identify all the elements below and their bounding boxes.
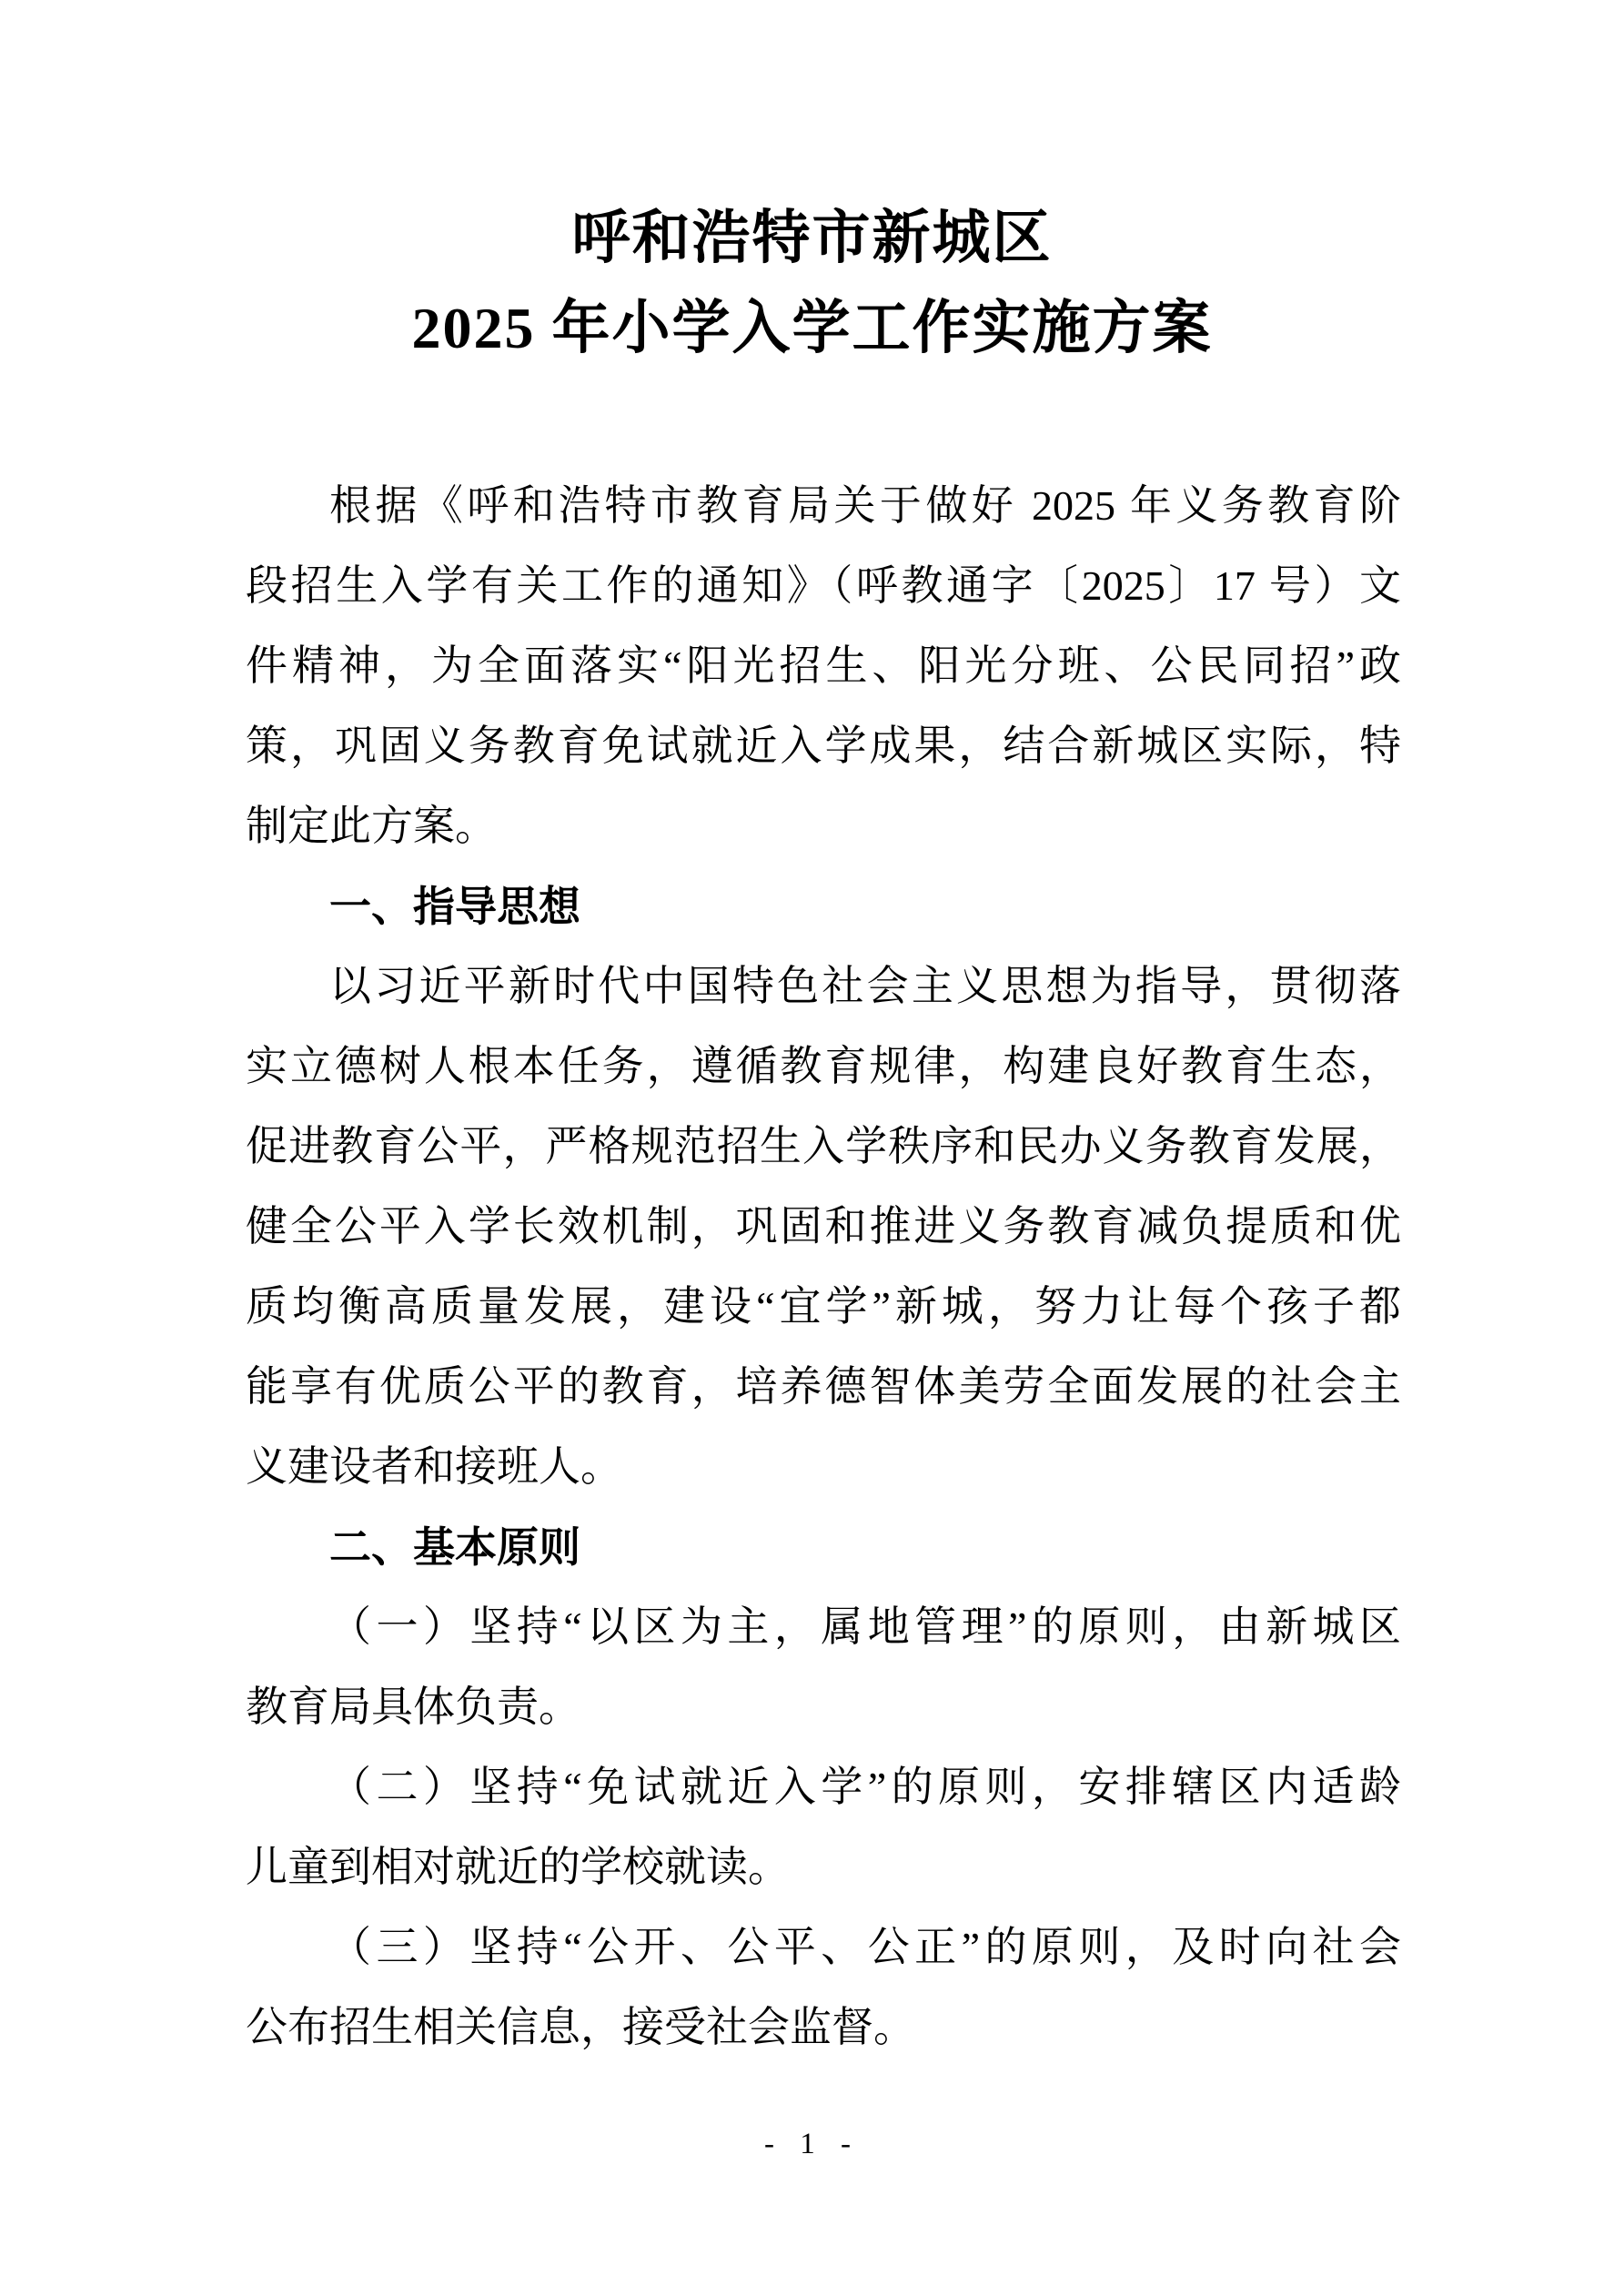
- body-line: 件精神，为全面落实“阳光招生、阳光分班、公民同招”政: [246, 642, 1401, 689]
- page-number: - 1 -: [764, 2128, 860, 2160]
- body-line: 制定此方案。: [246, 803, 497, 849]
- title-line-1: 呼和浩特市新城区: [571, 206, 1053, 270]
- title-line-2: 2025 年小学入学工作实施方案: [411, 296, 1213, 360]
- body-line: （一）坚持“以区为主，属地管理”的原则，由新城区: [329, 1603, 1401, 1650]
- body-line: 儿童到相对就近的学校就读。: [246, 1844, 790, 1890]
- body-line: 策，巩固义务教育免试就近入学成果，结合新城区实际，特: [246, 723, 1401, 769]
- section-heading-2: 二、基本原则: [329, 1523, 580, 1571]
- body-line: 根据《呼和浩特市教育局关于做好 2025 年义务教育阶: [329, 482, 1401, 529]
- body-line: 段招生入学有关工作的通知》（呼教通字〔2025〕17 号）文: [246, 562, 1401, 609]
- document-body: [246, 466, 1401, 2068]
- body-line: 健全公平入学长效机制，巩固和推进义务教育减负提质和优: [246, 1203, 1401, 1249]
- body-line: 义建设者和接班人。: [246, 1443, 622, 1490]
- body-line: 实立德树人根本任务，遵循教育规律，构建良好教育生态，: [246, 1043, 1401, 1089]
- body-line: 质均衡高质量发展，建设“宜学”新城，努力让每个孩子都: [246, 1283, 1401, 1330]
- body-line: 能享有优质公平的教育，培养德智体美劳全面发展的社会主: [246, 1363, 1401, 1410]
- section-heading-1: 一、指导思想: [329, 883, 580, 930]
- body-line: 以习近平新时代中国特色社会主义思想为指导，贯彻落: [329, 963, 1401, 1009]
- body-line: （二）坚持“免试就近入学”的原则，安排辖区内适龄: [329, 1764, 1401, 1810]
- body-line: 促进教育公平，严格规范招生入学秩序和民办义务教育发展，: [246, 1123, 1401, 1169]
- body-line: 教育局具体负责。: [246, 1684, 580, 1730]
- body-line: （三）坚持“公开、公平、公正”的原则，及时向社会: [329, 1924, 1401, 1970]
- document-title: [0, 0, 1624, 373]
- body-line: 公布招生相关信息，接受社会监督。: [246, 2004, 915, 2050]
